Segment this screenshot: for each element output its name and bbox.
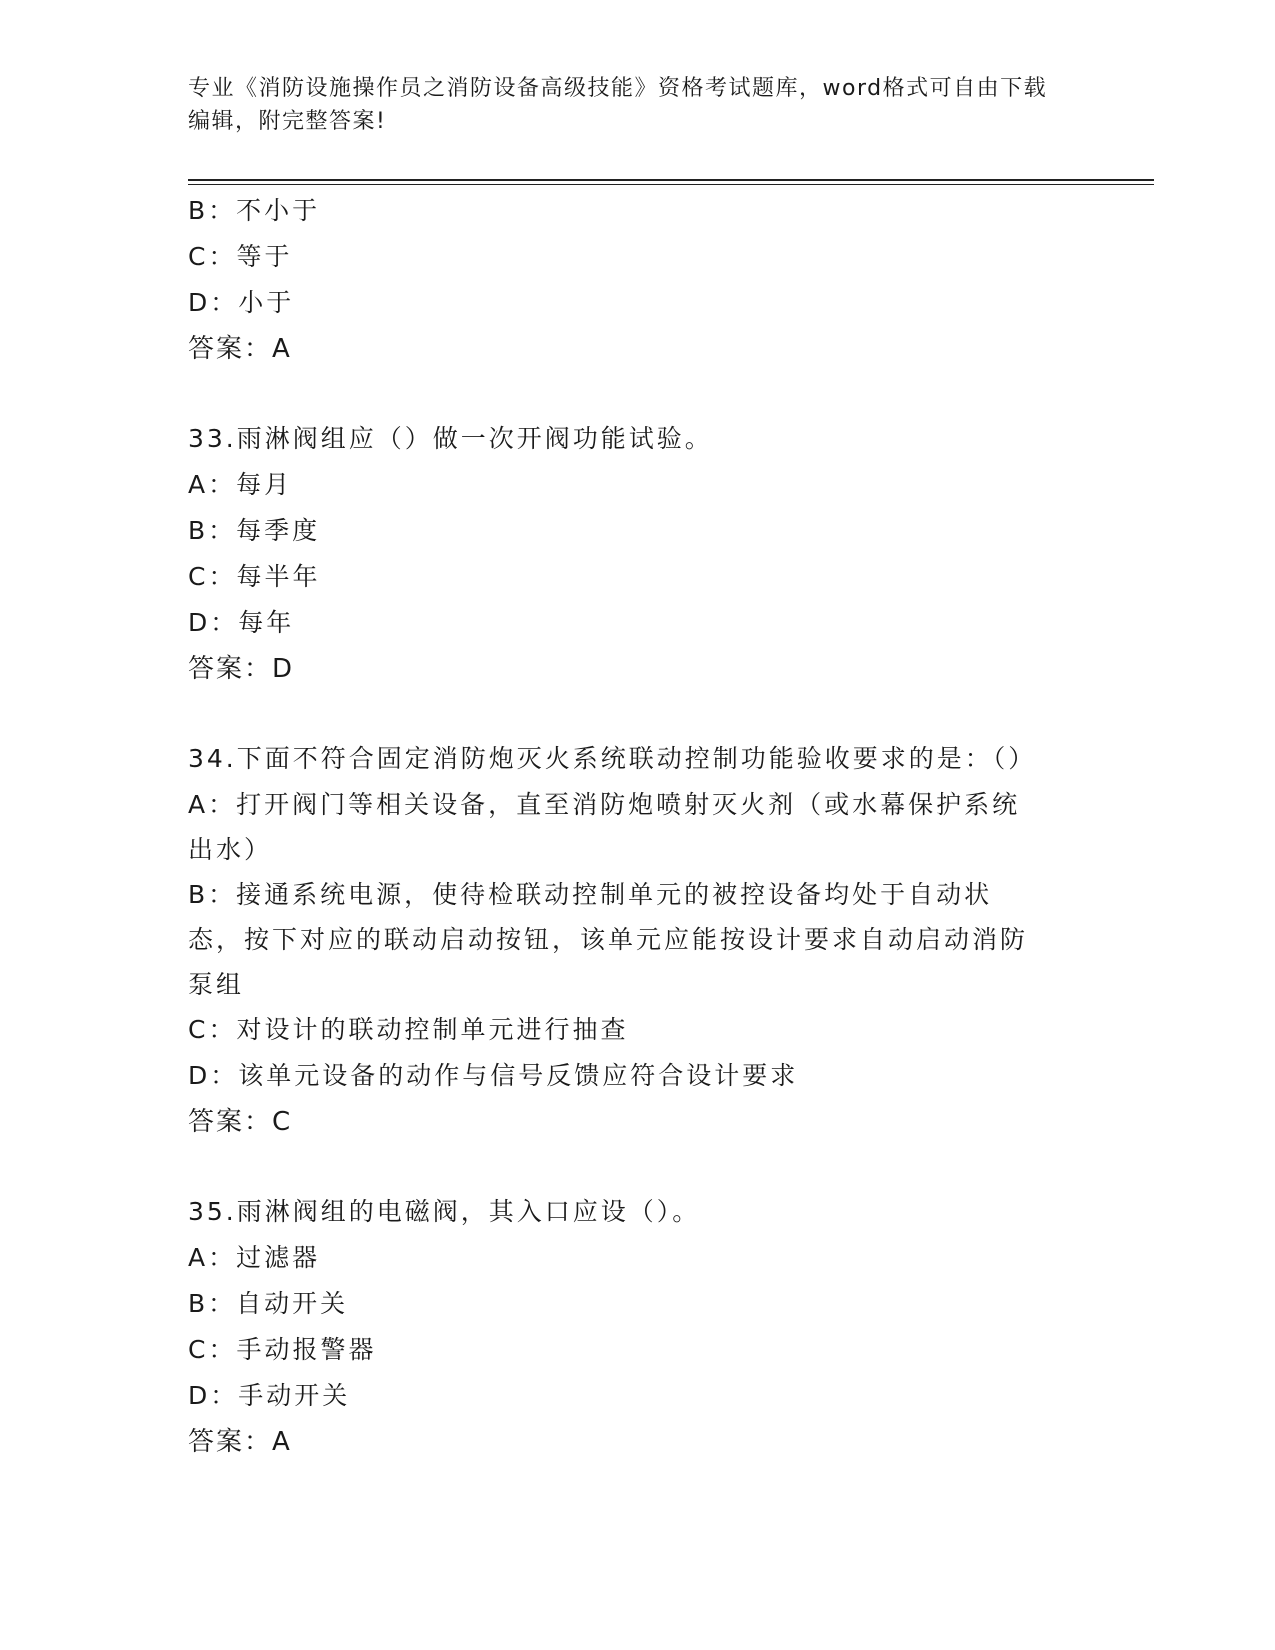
answer-line: 答案：A: [188, 334, 292, 364]
header-text: 专业《消防设施操作员之消防设备高级技能》资格考试题库，word格式可自由下载编辑，附完整答案!: [188, 76, 1048, 134]
question-35: [188, 1189, 1088, 1465]
question-stem: 33.雨淋阀组应（）做一次开阀功能试验。: [188, 424, 713, 453]
spacer: [188, 1145, 1088, 1189]
option-d: D：手动开关: [188, 1381, 351, 1410]
question-34: [188, 736, 1088, 1145]
header-rule-thick: [188, 179, 1154, 181]
spacer: [188, 372, 1088, 416]
question-33: [188, 416, 1088, 692]
question-stem: 35.雨淋阀组的电磁阀，其入口应设（）。: [188, 1197, 701, 1226]
option-b: B：接通系统电源，使待检联动控制单元的被控设备均处于自动状态，按下对应的联动启动按钮，该单元应能按设计要求自动启动消防泵组: [188, 880, 1029, 999]
spacer: [188, 692, 1088, 736]
option-d: D：小于: [188, 288, 295, 317]
option-d: D：每年: [188, 608, 295, 637]
option-a: A：每月: [188, 470, 293, 499]
option-c: C：对设计的联动控制单元进行抽查: [188, 1015, 629, 1044]
question-list: [188, 188, 1088, 1465]
option-b: B：自动开关: [188, 1289, 349, 1318]
document-header: [188, 72, 1068, 138]
answer-line: 答案：C: [188, 1107, 293, 1137]
option-c: C：手动报警器: [188, 1335, 377, 1364]
option-b: B：每季度: [188, 516, 321, 545]
option-a: A：过滤器: [188, 1243, 321, 1272]
option-d: D：该单元设备的动作与信号反馈应符合设计要求: [188, 1061, 799, 1090]
previous-question-tail: [188, 188, 1088, 372]
option-a: A：打开阀门等相关设备，直至消防炮喷射灭火剂（或水幕保护系统出水）: [188, 790, 1021, 864]
option-b: B：不小于: [188, 196, 321, 225]
header-rule-thin: [188, 184, 1154, 185]
answer-line: 答案：A: [188, 1427, 292, 1457]
option-c: C：每半年: [188, 562, 321, 591]
answer-line: 答案：D: [188, 654, 295, 684]
option-c: C：等于: [188, 242, 293, 271]
question-stem: 34.下面不符合固定消防炮灭火系统联动控制功能验收要求的是：（）: [188, 744, 1037, 773]
